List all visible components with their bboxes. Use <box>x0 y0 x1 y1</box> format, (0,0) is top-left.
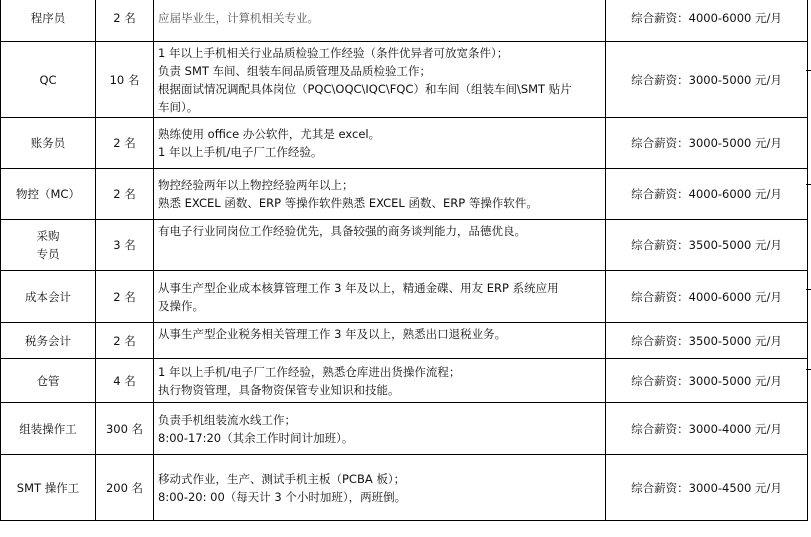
requirements-cell <box>154 0 606 42</box>
salary-cell <box>606 403 808 455</box>
requirement-line: 有电子行业同岗位工作经验优先，具备较强的商务谈判能力，品德优良。 <box>158 224 526 238</box>
headcount: 2 名 <box>113 289 136 304</box>
headcount-cell <box>96 42 154 118</box>
table-row <box>1 220 808 271</box>
job-title-cell <box>1 323 96 359</box>
requirement-line: 负责 SMT 车间、组装车间品质管理及品质检验工作； <box>158 63 432 78</box>
salary-cell <box>606 220 808 271</box>
requirement-line: 熟悉 EXCEL 函数、ERP 等操作软件熟悉 EXCEL 函数、ERP 等操作软件。 <box>158 196 538 210</box>
job-title: 组装操作工 <box>19 421 77 436</box>
requirement-line: 从事生产型企业税务相关管理工作 3 年及以上，熟悉出口退税业务。 <box>158 327 507 341</box>
table-row <box>1 359 808 403</box>
headcount: 300 名 <box>105 421 144 436</box>
headcount: 2 名 <box>113 333 136 348</box>
salary-cell <box>606 0 808 42</box>
requirements-cell <box>154 403 606 455</box>
job-title: 账务员 <box>30 136 66 150</box>
salary: 综合薪资：4000-6000 元/月 <box>631 187 782 201</box>
table-row <box>1 323 808 359</box>
requirements-cell <box>154 455 606 521</box>
headcount: 4 名 <box>113 373 136 388</box>
job-title-cell <box>1 118 96 169</box>
row-divider-stub <box>806 184 811 185</box>
headcount-cell <box>96 169 154 220</box>
requirement-line: 车间）。 <box>158 99 199 114</box>
table-row <box>1 42 808 118</box>
salary-cell <box>606 42 808 118</box>
job-title-cell <box>1 169 96 220</box>
requirement-line: 8:00-20: 00（每天计 3 个小时加班），两班倒。 <box>158 489 407 504</box>
requirement-line: 1 年以上手机/电子厂工作经验，熟悉仓库进出货操作流程； <box>158 364 461 379</box>
table-row <box>1 169 808 220</box>
job-title: 税务会计 <box>25 333 71 348</box>
salary: 综合薪资：3000-5000 元/月 <box>631 136 782 150</box>
salary-cell <box>606 323 808 359</box>
table-row <box>1 403 808 455</box>
requirements-cell <box>154 169 606 220</box>
requirements-cell <box>154 42 606 118</box>
salary-cell <box>606 118 808 169</box>
requirements-cell <box>154 271 606 323</box>
headcount-cell <box>96 455 154 521</box>
job-title: 物控（MC） <box>16 187 80 201</box>
table-row <box>1 118 808 169</box>
headcount: 2 名 <box>113 187 136 201</box>
salary-cell <box>606 455 808 521</box>
requirement-line: 移动式作业，生产、测试手机主板（PCBA 板）； <box>158 471 406 486</box>
headcount: 3 名 <box>113 238 136 252</box>
job-title: 采购 <box>36 229 60 243</box>
job-title-cell <box>1 42 96 118</box>
headcount-cell <box>96 271 154 323</box>
salary: 综合薪资：3000-5000 元/月 <box>631 373 782 388</box>
headcount-cell <box>96 118 154 169</box>
job-title-cell <box>1 455 96 521</box>
headcount-cell <box>96 403 154 455</box>
table-row <box>1 455 808 521</box>
table-row <box>1 0 808 42</box>
requirement-line: 物控经验两年以上物控经验两年以上； <box>158 178 354 192</box>
headcount: 200 名 <box>105 480 144 495</box>
job-listing-body <box>1 0 808 521</box>
salary-cell <box>606 271 808 323</box>
salary: 综合薪资：4000-6000 元/月 <box>631 11 782 25</box>
requirement-line: 1 年以上手机相关行业品质检验工作经验（条件优异者可放宽条件）； <box>158 45 509 60</box>
salary: 综合薪资：3500-5000 元/月 <box>631 333 782 348</box>
requirement-line: 负责手机组装流水线工作； <box>158 412 296 427</box>
requirement-line: 8:00-17:20（其余工作时间计加班）。 <box>158 430 354 445</box>
job-title: 仓管 <box>36 373 60 388</box>
salary: 综合薪资：3000-4500 元/月 <box>631 480 782 495</box>
job-title-cell <box>1 359 96 403</box>
headcount-cell <box>96 220 154 271</box>
job-title-cell <box>1 271 96 323</box>
job-title-cell <box>1 220 96 271</box>
headcount: 2 名 <box>113 11 136 25</box>
job-title: SMT 操作工 <box>16 480 80 495</box>
requirements-cell <box>154 118 606 169</box>
salary-cell <box>606 359 808 403</box>
headcount-cell <box>96 0 154 42</box>
salary: 综合薪资：3000-5000 元/月 <box>631 72 782 87</box>
requirement-line: 根据面试情况调配具体岗位（PQC\OQC\IQC\FQC）和车间（组装车间\SMT 贴片 <box>158 81 572 96</box>
job-title: 专员 <box>36 247 60 261</box>
salary: 综合薪资：4000-6000 元/月 <box>631 289 782 304</box>
salary-cell <box>606 169 808 220</box>
table-row <box>1 271 808 323</box>
job-title: QC <box>39 72 57 87</box>
job-title-cell <box>1 0 96 42</box>
row-divider-stub <box>806 70 811 71</box>
job-title: 成本会计 <box>25 289 71 304</box>
requirements-cell <box>154 323 606 359</box>
requirement-line: 从事生产型企业成本核算管理工作 3 年及以上，精通金碟、用友 ERP 系统应用 <box>158 280 559 295</box>
headcount-cell <box>96 323 154 359</box>
requirements-cell <box>154 220 606 271</box>
job-title-cell <box>1 403 96 455</box>
job-title: 程序员 <box>30 11 66 25</box>
requirement-line: 1 年以上手机/电子厂工作经验。 <box>158 145 323 159</box>
headcount: 2 名 <box>113 136 136 150</box>
requirement-line: 及操作。 <box>158 298 204 313</box>
requirements-cell <box>154 359 606 403</box>
salary: 综合薪资：3500-5000 元/月 <box>631 238 782 252</box>
headcount: 10 名 <box>109 72 140 87</box>
row-divider-stub <box>806 289 811 290</box>
row-divider-stub <box>806 369 811 370</box>
requirement-line: 执行物资管理，具备物资保管专业知识和技能。 <box>158 382 400 397</box>
requirement-line: 熟练使用 office 办公软件，尤其是 excel。 <box>158 127 381 141</box>
salary: 综合薪资：3000-4000 元/月 <box>631 421 782 436</box>
requirement-line: 应届毕业生，计算机相关专业。 <box>158 11 319 25</box>
headcount-cell <box>96 359 154 403</box>
